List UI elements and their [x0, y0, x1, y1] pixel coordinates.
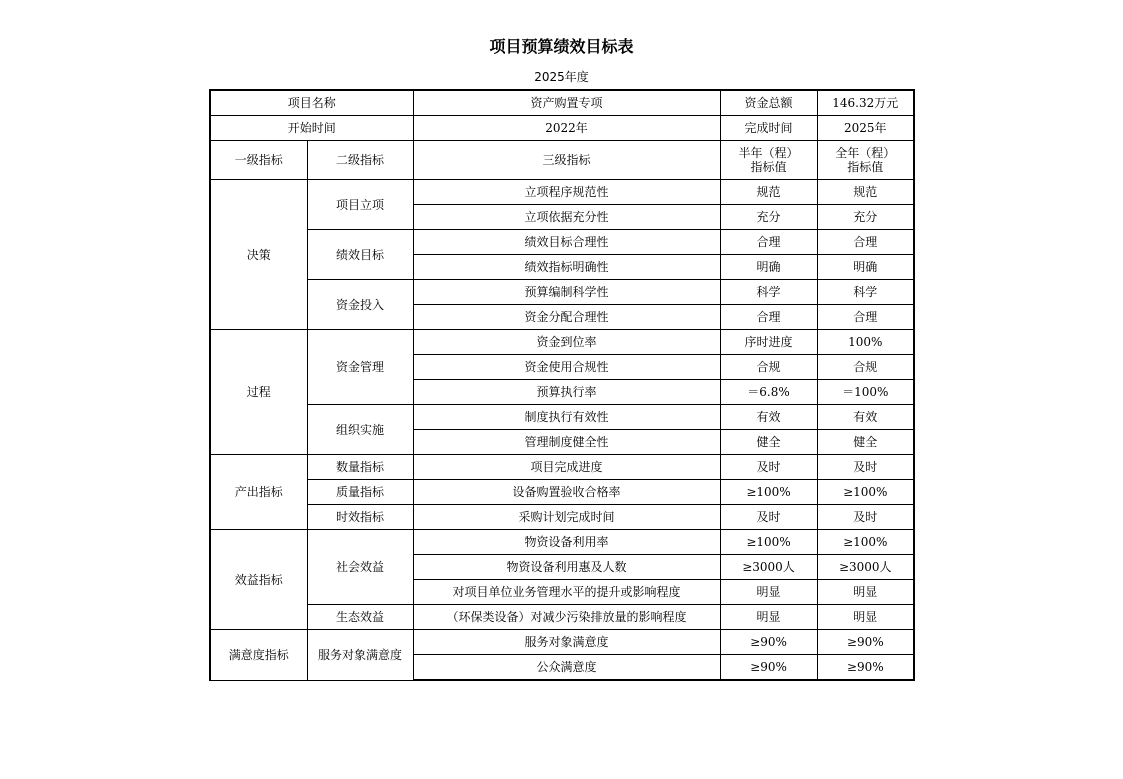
indicator-cell: 物资设备利用惠及人数 [413, 555, 720, 580]
table-row [210, 330, 914, 355]
full-year-value: ≥90% [817, 630, 914, 655]
level2-fund-management: 资金管理 [307, 330, 413, 405]
indicator-cell: 管理制度健全性 [413, 430, 720, 455]
project-name-label: 项目名称 [210, 90, 413, 116]
half-year-value: 合理 [720, 230, 817, 255]
level2-organization: 组织实施 [307, 405, 413, 455]
half-year-value: 及时 [720, 505, 817, 530]
fund-total-label: 资金总额 [720, 90, 817, 116]
half-year-value: 充分 [720, 205, 817, 230]
half-year-value: 健全 [720, 430, 817, 455]
indicator-cell: 预算执行率 [413, 380, 720, 405]
indicator-cell: 立项依据充分性 [413, 205, 720, 230]
header-level3: 三级指标 [413, 141, 720, 180]
full-year-value: 规范 [817, 180, 914, 205]
table-row [210, 480, 914, 505]
end-time-label: 完成时间 [720, 116, 817, 141]
half-year-value: ≥100% [720, 480, 817, 505]
indicator-cell: 采购计划完成时间 [413, 505, 720, 530]
end-time-value: 2025年 [817, 116, 914, 141]
header-half-year [720, 141, 817, 180]
full-year-value: 明显 [817, 605, 914, 630]
table-row [210, 180, 914, 205]
full-year-value: ≥90% [817, 655, 914, 681]
table-row [210, 116, 914, 141]
table-row [210, 90, 914, 116]
header-full-year [817, 141, 914, 180]
half-year-value: ≥100% [720, 530, 817, 555]
level2-fund-input: 资金投入 [307, 280, 413, 330]
indicator-cell: 对项目单位业务管理水平的提升或影响程度 [413, 580, 720, 605]
full-year-value: ＝100% [817, 380, 914, 405]
table-row [210, 405, 914, 430]
table-row [210, 530, 914, 555]
fund-total-value: 146.32万元 [817, 90, 914, 116]
indicator-cell: 物资设备利用率 [413, 530, 720, 555]
level2-social-benefit: 社会效益 [307, 530, 413, 605]
half-year-value: 明确 [720, 255, 817, 280]
level2-performance-goal: 绩效目标 [307, 230, 413, 280]
half-year-value: 明显 [720, 605, 817, 630]
header-level1: 一级指标 [210, 141, 307, 180]
header-half-year-line1: 半年（程） [738, 146, 799, 160]
table-row [210, 455, 914, 480]
level1-decision: 决策 [210, 180, 307, 330]
indicator-cell: 立项程序规范性 [413, 180, 720, 205]
header-full-year-line1: 全年（程） [835, 146, 896, 160]
table-row [210, 280, 914, 305]
half-year-value: ≥3000人 [720, 555, 817, 580]
start-time-label: 开始时间 [210, 116, 413, 141]
level1-benefit: 效益指标 [210, 530, 307, 630]
header-full-year-line2: 指标值 [847, 160, 884, 174]
full-year-value: ≥3000人 [817, 555, 914, 580]
indicator-cell: 公众满意度 [413, 655, 720, 681]
full-year-value: 合规 [817, 355, 914, 380]
header-level2: 二级指标 [307, 141, 413, 180]
indicator-cell: 绩效目标合理性 [413, 230, 720, 255]
table-row [210, 505, 914, 530]
half-year-value: 明显 [720, 580, 817, 605]
indicator-cell: 资金分配合理性 [413, 305, 720, 330]
half-year-value: ＝6.8% [720, 380, 817, 405]
full-year-value: 有效 [817, 405, 914, 430]
fiscal-year: 2025年度 [534, 70, 589, 84]
level1-output: 产出指标 [210, 455, 307, 530]
half-year-value: 科学 [720, 280, 817, 305]
full-year-value: 合理 [817, 230, 914, 255]
table-row [210, 630, 914, 655]
half-year-value: 合规 [720, 355, 817, 380]
header-row [210, 141, 914, 180]
full-year-value: 合理 [817, 305, 914, 330]
full-year-value: 100% [817, 330, 914, 355]
level1-process: 过程 [210, 330, 307, 455]
full-year-value: 及时 [817, 455, 914, 480]
half-year-value: 序时进度 [720, 330, 817, 355]
project-name-value: 资产购置专项 [413, 90, 720, 116]
full-year-value: 明确 [817, 255, 914, 280]
indicator-cell: 项目完成进度 [413, 455, 720, 480]
full-year-value: 健全 [817, 430, 914, 455]
start-time-value: 2022年 [413, 116, 720, 141]
half-year-value: ≥90% [720, 655, 817, 681]
full-year-value: 充分 [817, 205, 914, 230]
level2-timeliness: 时效指标 [307, 505, 413, 530]
indicator-cell: 资金到位率 [413, 330, 720, 355]
full-year-value: 及时 [817, 505, 914, 530]
performance-target-table [209, 89, 915, 681]
level2-quality: 质量指标 [307, 480, 413, 505]
half-year-value: 有效 [720, 405, 817, 430]
indicator-cell: 制度执行有效性 [413, 405, 720, 430]
full-year-value: 明显 [817, 580, 914, 605]
indicator-cell: 预算编制科学性 [413, 280, 720, 305]
level2-quantity: 数量指标 [307, 455, 413, 480]
indicator-cell: 设备购置验收合格率 [413, 480, 720, 505]
table-row [210, 230, 914, 255]
indicator-cell: 资金使用合规性 [413, 355, 720, 380]
header-half-year-line2: 指标值 [750, 160, 787, 174]
level2-project-approval: 项目立项 [307, 180, 413, 230]
indicator-cell: 绩效指标明确性 [413, 255, 720, 280]
page-title: 项目预算绩效目标表 [489, 37, 634, 56]
indicator-cell: 服务对象满意度 [413, 630, 720, 655]
half-year-value: 及时 [720, 455, 817, 480]
level1-satisfaction: 满意度指标 [210, 630, 307, 681]
half-year-value: ≥90% [720, 630, 817, 655]
half-year-value: 规范 [720, 180, 817, 205]
level2-service-satisfaction: 服务对象满意度 [307, 630, 413, 681]
full-year-value: ≥100% [817, 480, 914, 505]
half-year-value: 合理 [720, 305, 817, 330]
full-year-value: ≥100% [817, 530, 914, 555]
indicator-cell: （环保类设备）对减少污染排放量的影响程度 [413, 605, 720, 630]
full-year-value: 科学 [817, 280, 914, 305]
level2-ecological-benefit: 生态效益 [307, 605, 413, 630]
table-row [210, 605, 914, 630]
